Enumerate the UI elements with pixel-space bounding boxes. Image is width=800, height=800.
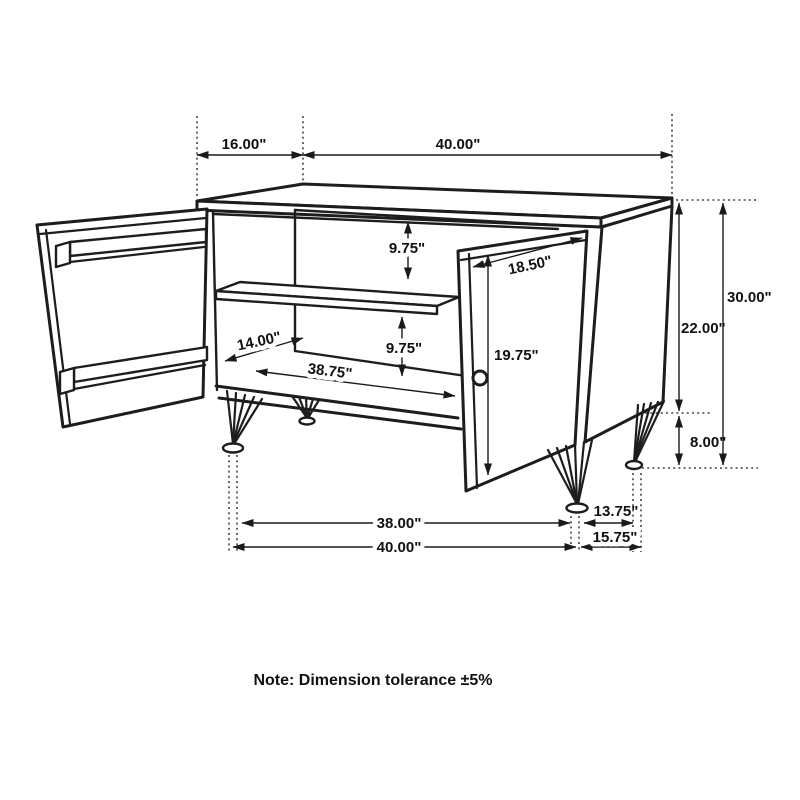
dim-label-overall-height: 30.00" [727,289,772,306]
cabinet-top-panel [197,184,672,227]
dim-label-overall-width: 40.00" [376,539,422,556]
dim-label-lower-compartment: 9.75" [385,340,423,357]
dim-label-body-height: 22.00" [681,320,726,337]
dim-label-door-width: 18.50" [506,252,554,279]
door-knob [473,371,487,385]
cabinet-right-side-panel [585,206,672,442]
dim-label-upper-compartment: 9.75" [388,240,426,257]
left-door-open [37,209,207,427]
middle-shelf [216,282,459,314]
cabinet-illustration [37,184,672,513]
dim-label-leg-height: 8.00" [690,434,727,451]
dim-label-top-depth: 16.00" [221,136,267,153]
dim-label-interior-depth: 14.00" [235,328,283,355]
dim-label-side-overall-depth: 15.75" [592,529,638,546]
dim-label-interior-width: 38.75" [306,360,354,383]
dim-label-top-width: 40.00" [435,136,481,153]
dim-label-front-leg-span: 38.00" [376,515,422,532]
dim-label-leg-side-span: 13.75" [593,503,639,520]
tolerance-note: Note: Dimension tolerance ±5% [253,672,493,689]
dim-label-door-height: 19.75" [494,347,539,364]
